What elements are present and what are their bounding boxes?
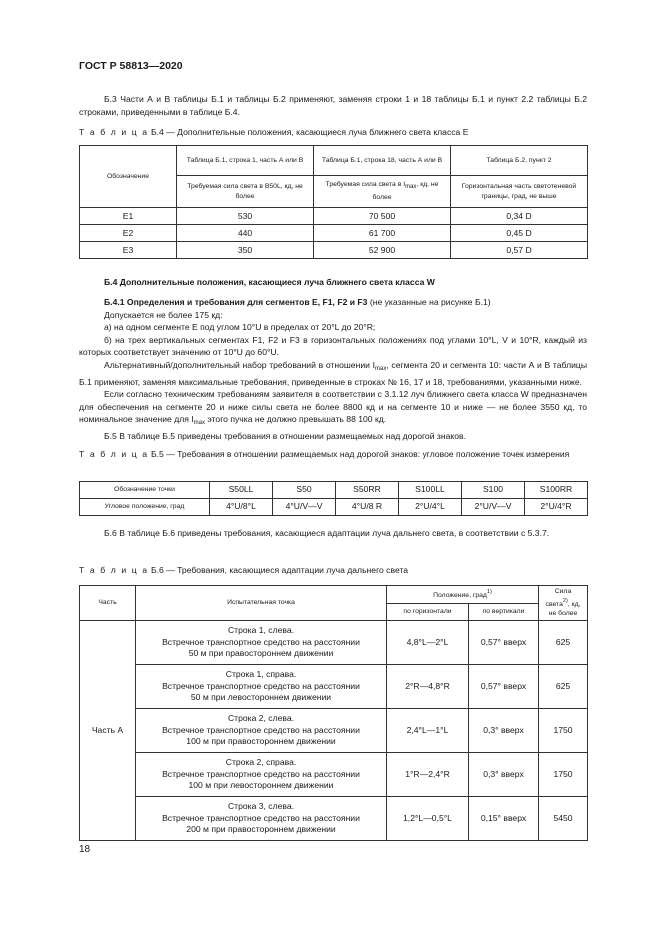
section-b41-alternative: Альтернативный/дополнительный набор требований в отношении $I_{max}$, сегмента 20 и сегмента 10: части А и В таблицы Б.1 применяют, заменяя максимальные требования, приведенные в строках № 16, 17 и 18, требованиями, указанными ниже. <box>79 359 587 387</box>
section-b41 <box>79 296 587 443</box>
row-name: E2 <box>80 225 177 242</box>
point-position: 4°U/8 R <box>336 499 399 516</box>
header-part: Часть <box>80 586 136 621</box>
intensity-value: 5450 <box>539 796 588 840</box>
horizontal-value: 1,2°L—0,5°L <box>387 796 469 840</box>
point-name: S50RR <box>336 482 399 499</box>
table-b5-caption <box>79 448 587 461</box>
horizontal-value: 1°R—2,4°R <box>387 752 469 796</box>
cell-value: 0,34 D <box>451 208 588 225</box>
header-col2: Таблица Б.1, строка 18, часть А или В <box>314 146 451 176</box>
header-vertical: по вертикали <box>469 604 539 620</box>
cell-value: 440 <box>177 225 314 242</box>
header-intensity: Сила света$^{2)}$, кд, не более <box>539 586 588 621</box>
point-position: 4°U/8°L <box>210 499 273 516</box>
point-position: 2°U/V—V <box>462 499 525 516</box>
subheader-col1: Требуемая сила света в B50L, кд, не более <box>177 176 314 208</box>
subheader-col2: Требуемая сила света в $I_{max}$, кд, не более <box>314 176 451 208</box>
section-b41-item-b: б) на трех вертикальных сегментах F1, F2 и F3 в горизонтальных положениях под углами 10°L, V и 10°R, каждый из которых соответствует значению от 10°U до 60°U. <box>79 334 587 358</box>
header-horizontal: по горизонтали <box>387 604 469 620</box>
cell-value: 0,45 D <box>451 225 588 242</box>
row-label-position: Угловое положение, град <box>80 499 210 516</box>
cell-value: 52 900 <box>314 242 451 259</box>
paragraph-b5: Б.5 В таблице Б.5 приведены требования в отношении размещаемых над дорогой знаков. <box>104 430 466 441</box>
document-header: ГОСТ Р 58813—2020 <box>79 60 183 72</box>
point-name: S100RR <box>525 482 588 499</box>
cell-value: 61 700 <box>314 225 451 242</box>
test-point: Строка 3, слева. Встречное транспортное средство на расстоянии 200 м при правостороннем движении <box>136 796 387 840</box>
vertical-value: 0,3° вверх <box>469 708 539 752</box>
point-name: S50LL <box>210 482 273 499</box>
cell-value: 70 500 <box>314 208 451 225</box>
paragraph-b3: Б.3 Части А и В таблицы Б.1 и таблицы Б.2 применяют, заменяя строки 1 и 18 таблицы Б.1 и пункт 2.2 таблицы Б.2 строками, приведенными в таблице Б.4. <box>79 94 587 117</box>
vertical-value: 0,3° вверх <box>469 752 539 796</box>
point-name: S100LL <box>399 482 462 499</box>
test-point: Строка 1, справа. Встречное транспортное средство на расстоянии 50 м при левостороннем движении <box>136 664 387 708</box>
point-position: 2°U/4°R <box>525 499 588 516</box>
section-b41-technical: Если согласно техническим требованиям заявителя в соответствии с 3.1.12 луч ближнего света класса W предназначен для обеспечения на сегменте 20 и ниже силы света не более 8800 кд и на сегменте 10 и ниже — не более 3550 кд, то номинальное значение для $I_{max}$ этого пучка не должно превышать 88 100 кд. <box>79 389 587 427</box>
horizontal-value: 2,4°L—1°L <box>387 708 469 752</box>
table-row <box>80 499 588 516</box>
section-b41-item-a: а) на одном сегменте Е под углом 10°U в пределах от 20°L до 20°R; <box>104 322 376 333</box>
table-title: Б.6 — Требования, касающиеся адаптации луча дальнего света <box>150 565 409 575</box>
table-title: Б.4 — Дополнительные положения, касающиеся луча ближнего света класса Е <box>150 127 469 137</box>
point-name: S50 <box>273 482 336 499</box>
table-b4 <box>79 145 588 259</box>
header-col1: Таблица Б.1, строка 1, часть А или В <box>177 146 314 176</box>
table-b6 <box>79 585 588 841</box>
table-row <box>80 242 588 259</box>
table-label: Т а б л и ц а <box>79 127 149 137</box>
cell-value: 530 <box>177 208 314 225</box>
row-name: E1 <box>80 208 177 225</box>
table-row <box>80 225 588 242</box>
vertical-value: 0,15° вверх <box>469 796 539 840</box>
table-label: Т а б л и ц а <box>79 565 149 575</box>
table-b4-caption <box>79 126 587 139</box>
table-label: Т а б л и ц а <box>79 449 149 459</box>
vertical-value: 0,57° вверх <box>469 620 539 664</box>
table-row <box>80 664 588 708</box>
point-name: S100 <box>462 482 525 499</box>
point-position: 4°U/V—V <box>273 499 336 516</box>
point-position: 2°U/4°L <box>399 499 462 516</box>
intensity-value: 625 <box>539 664 588 708</box>
table-b6-caption <box>79 564 587 577</box>
test-point: Строка 1, слева. Встречное транспортное средство на расстоянии 50 м при правостороннем движении <box>136 620 387 664</box>
test-point: Строка 2, слева. Встречное транспортное средство на расстоянии 100 м при правостороннем движении <box>136 708 387 752</box>
vertical-value: 0,57° вверх <box>469 664 539 708</box>
header-designation: Обозначение <box>80 146 177 208</box>
horizontal-value: 2°R—4,8°R <box>387 664 469 708</box>
intensity-value: 1750 <box>539 752 588 796</box>
test-point: Строка 2, справа. Встречное транспортное средство на расстоянии 100 м при левостороннем движении <box>136 752 387 796</box>
paragraph-b6: Б.6 В таблице Б.6 приведены требования, касающиеся адаптации луча дальнего света, в соответствии с 5.3.7. <box>104 528 550 538</box>
section-b4-title: Б.4 Дополнительные положения, касающиеся луча ближнего света класса W <box>104 277 435 287</box>
header-col3: Таблица Б.2, пункт 2 <box>451 146 588 176</box>
table-row <box>80 208 588 225</box>
section-b41-line1: Допускается не более 175 кд: <box>104 309 223 320</box>
subheader-col3: Горизонтальная часть светотеневой границы, град, не выше <box>451 176 588 208</box>
section-b41-title: Б.4.1 Определения и требования для сегментов E, F1, F2 и F3 (не указанные на рисунке Б.1) <box>104 297 491 307</box>
table-b5 <box>79 481 588 516</box>
page-number: 18 <box>79 844 91 855</box>
intensity-value: 1750 <box>539 708 588 752</box>
cell-value: 350 <box>177 242 314 259</box>
table-title: Б.5 — Требования в отношении размещаемых над дорогой знаков: угловое положение точек измерения <box>150 449 570 459</box>
part-label: Часть А <box>80 620 136 840</box>
table-row <box>80 752 588 796</box>
table-row <box>80 620 588 664</box>
cell-value: 0,57 D <box>451 242 588 259</box>
table-row <box>80 482 588 499</box>
horizontal-value: 4,8°L—2°L <box>387 620 469 664</box>
header-test-point: Испытательная точка <box>136 586 387 621</box>
header-position: Положение, град$^{1)}$ <box>387 586 539 604</box>
table-row <box>80 796 588 840</box>
intensity-value: 625 <box>539 620 588 664</box>
row-name: E3 <box>80 242 177 259</box>
table-row <box>80 708 588 752</box>
row-label-points: Обозначение точки <box>80 482 210 499</box>
